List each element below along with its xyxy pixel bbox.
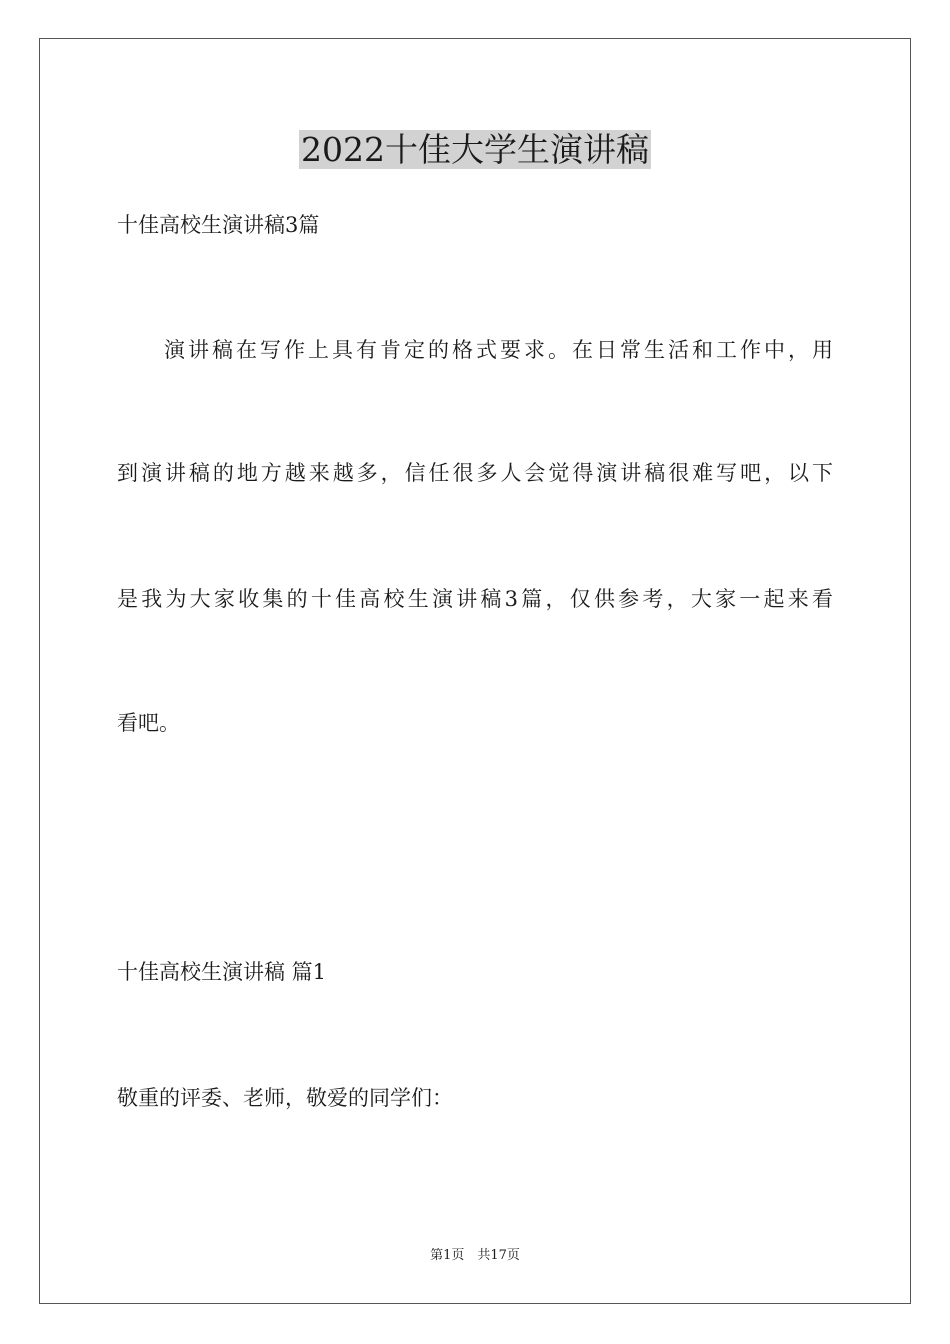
page-number-footer: 第1页 共17页 — [430, 1248, 520, 1263]
document-title-text: 2022十佳大学生演讲稿 — [301, 130, 649, 169]
intro-paragraph-line: 到演讲稿的地方越来越多，信任很多人会觉得演讲稿很难写吧，以下 — [117, 461, 833, 485]
intro-paragraph-line: 演讲稿在写作上具有肯定的格式要求。在日常生活和工作中，用 — [164, 338, 833, 362]
document-title — [0, 128, 950, 172]
section-heading: 十佳高校生演讲稿 篇1 — [117, 960, 327, 984]
document-subtitle: 十佳高校生演讲稿3篇 — [117, 213, 320, 237]
salutation: 敬重的评委、老师，敬爱的同学们： — [117, 1086, 453, 1110]
intro-paragraph-line: 是我为大家收集的十佳高校生演讲稿3篇，仅供参考，大家一起来看 — [117, 587, 833, 611]
intro-paragraph-line: 看吧。 — [117, 711, 180, 735]
